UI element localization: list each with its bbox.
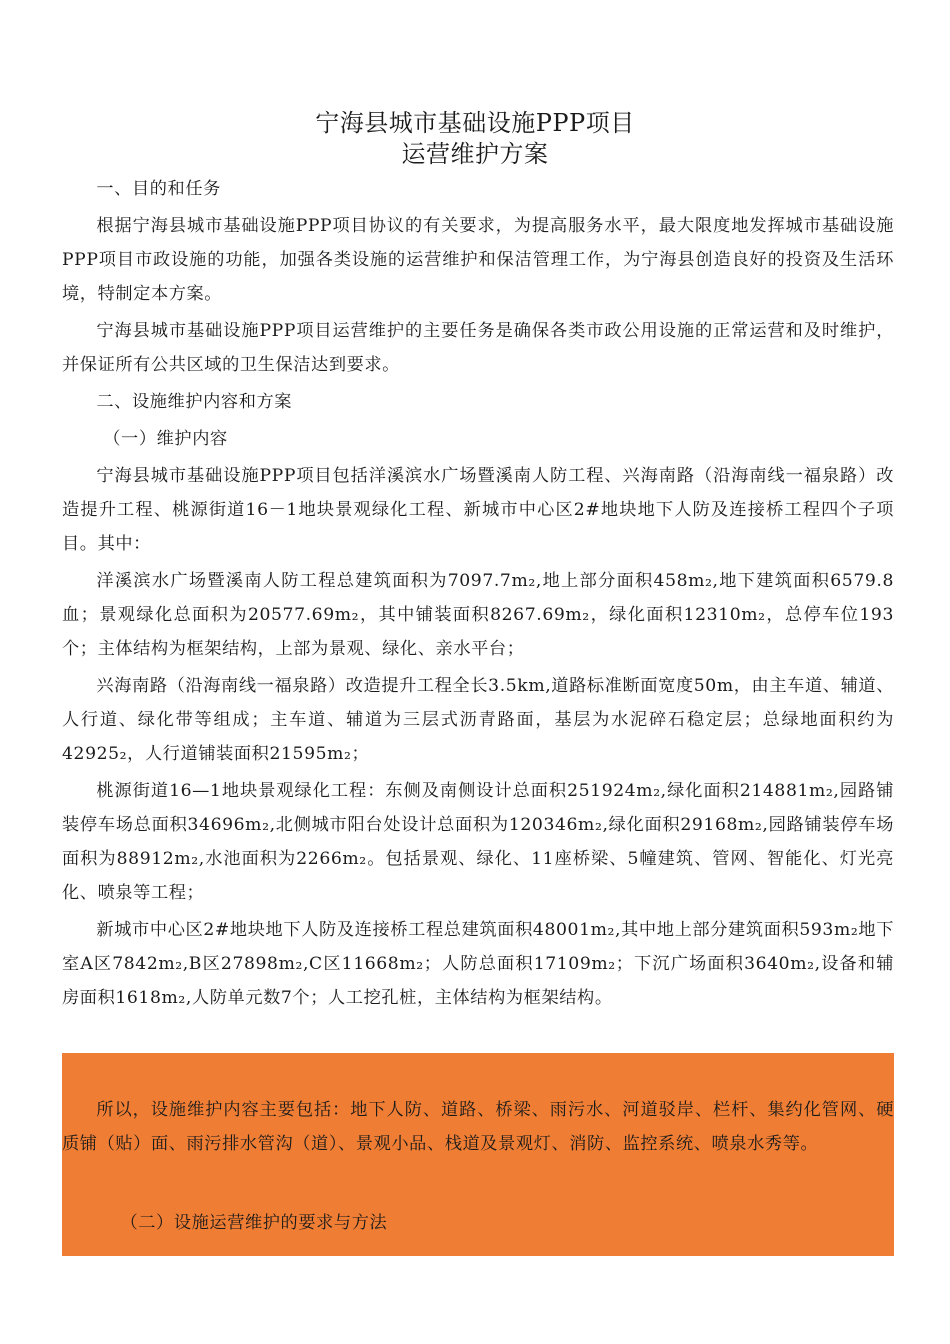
subsection1-paragraph-2: 洋溪滨水广场暨溪南人防工程总建筑面积为7097.7m₂,地上部分面积458m₂,地下建筑面积6579.8血；景观绿化总面积为20577.69m₂，其中铺装面积8267.69m₂，绿化面积12310m₂，总停车位193个；主体结构为框架结构，上部为景观、绿化、亲水平台；	[62, 571, 894, 659]
section1-paragraph-2: 宁海县城市基础设施PPP项目运营维护的主要任务是确保各类市政公用设施的正常运营和及时维护，并保证所有公共区域的卫生保洁达到要求。	[62, 321, 894, 375]
subsection1-paragraph-4: 桃源街道16—1地块景观绿化工程：东侧及南侧设计总面积251924m₂,绿化面积214881m₂,园路铺装停车场总面积34696m₂,北侧城市阳台处设计总面积为120346m₂,绿化面积29168m₂,园路铺装停车场面积为88912m₂,水池面积为2266m₂。包括景观、绿化、11座桥梁、5幢建筑、管网、智能化、灯光亮化、喷泉等工程；	[62, 781, 894, 903]
section1-heading: 一、目的和任务	[96, 179, 221, 199]
document-title-line2: 运营维护方案	[401, 140, 549, 168]
section2-heading: 二、设施维护内容和方案	[96, 392, 293, 412]
subsection1-paragraph-3: 兴海南路（沿海南线一福泉路）改造提升工程全长3.5km,道路标准断面宽度50m，由主车道、辅道、人行道、绿化带等组成；主车道、辅道为三层式沥青路面，基层为水泥碎石稳定层；总绿地面积约为42925₂，人行道铺装面积21595m₂；	[62, 676, 894, 764]
section1-paragraph-1: 根据宁海县城市基础设施PPP项目协议的有关要求，为提高服务水平，最大限度地发挥城市基础设施PPP项目市政设施的功能，加强各类设施的运营维护和保洁管理工作，为宁海县创造良好的投资及生活环境，特制定本方案。	[62, 216, 894, 304]
subsection1-heading: （一）维护内容	[103, 429, 228, 449]
subsection1-paragraph-1: 宁海县城市基础设施PPP项目包括洋溪滨水广场暨溪南人防工程、兴海南路（沿海南线一福泉路）改造提升工程、桃源街道16－1地块景观绿化工程、新城市中心区2#地块地下人防及连接桥工程四个子项目。其中：	[62, 466, 894, 554]
document-body	[62, 172, 894, 1018]
subsection1-paragraph-5: 新城市中心区2#地块地下人防及连接桥工程总建筑面积48001m₂,其中地上部分建筑面积593m₂地下室A区7842m₂,B区27898m₂,C区11668m₂；人防总面积17109m₂；下沉广场面积3640m₂,设备和辅房面积1618m₂,人防单元数7个；人工挖孔桩，主体结构为框架结构。	[62, 920, 894, 1008]
subsection1-summary: 所以，设施维护内容主要包括：地下人防、道路、桥梁、雨污水、河道驳岸、栏杆、集约化管网、硬质铺（贴）面、雨污排水管沟（道）、景观小品、栈道及景观灯、消防、监控系统、喷泉水秀等。	[62, 1100, 894, 1154]
document-title-line1: 宁海县城市基础设施PPP项目	[315, 109, 635, 137]
subsection2-heading: （二）设施运营维护的要求与方法	[120, 1213, 388, 1233]
highlighted-block	[62, 1053, 894, 1256]
